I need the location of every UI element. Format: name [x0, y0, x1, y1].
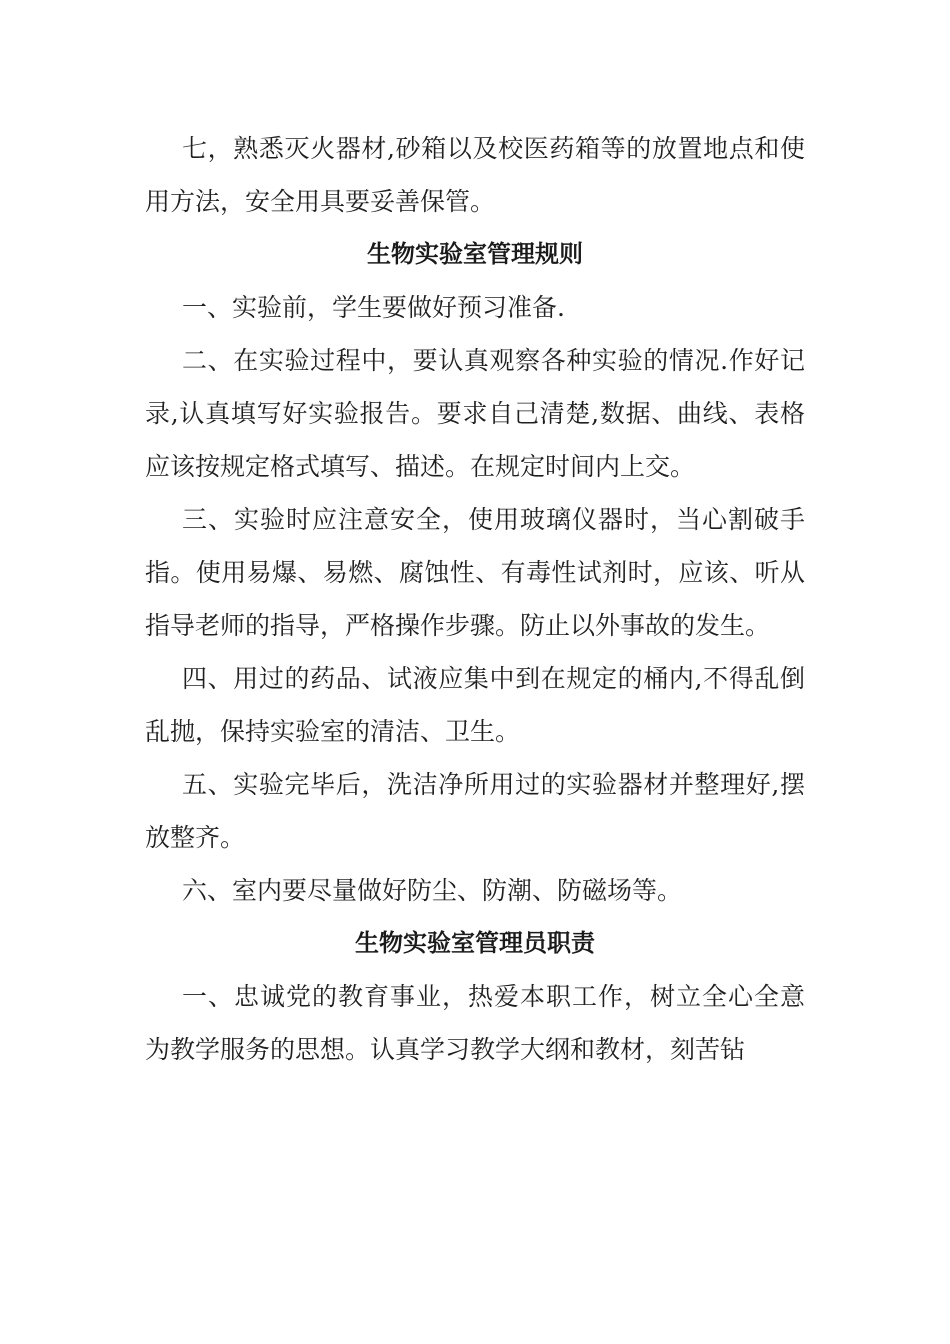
duties-item-1: 一、忠诚党的教育事业，热爱本职工作，树立全心全意为教学服务的思想。认真学习教学大纲和教材，刻苦钻 — [145, 982, 805, 1064]
section-title-duties: 生物实验室管理员职责 — [355, 929, 595, 957]
rules-item-4: 四、用过的药品、试液应集中到在规定的桶内,不得乱倒乱抛，保持实验室的清洁、卫生。 — [145, 664, 805, 746]
document-body — [145, 122, 805, 1076]
rules-item-5: 五、实验完毕后，洗洁净所用过的实验器材并整理好,摆放整齐。 — [145, 770, 805, 852]
rules-item-1: 一、实验前，学生要做好预习准备. — [182, 293, 565, 322]
rules-item-3: 三、实验时应注意安全，使用玻璃仪器时，当心割破手指。使用易爆、易燃、腐蚀性、有毒性试剂时，应该、听从指导老师的指导，严格操作步骤。防止以外事故的发生。 — [145, 505, 805, 640]
rules-item-6: 六、室内要尽量做好防尘、防潮、防磁场等。 — [182, 876, 683, 905]
section-title-rules: 生物实验室管理规则 — [367, 240, 583, 268]
paragraph-item-7: 七，熟悉灭火器材,砂箱以及校医药箱等的放置地点和使用方法，安全用具要妥善保管。 — [145, 134, 805, 216]
rules-item-2: 二、在实验过程中，要认真观察各种实验的情况.作好记录,认真填写好实验报告。要求自己清楚,数据、曲线、表格应该按规定格式填写、描述。在规定时间内上交。 — [145, 346, 805, 481]
